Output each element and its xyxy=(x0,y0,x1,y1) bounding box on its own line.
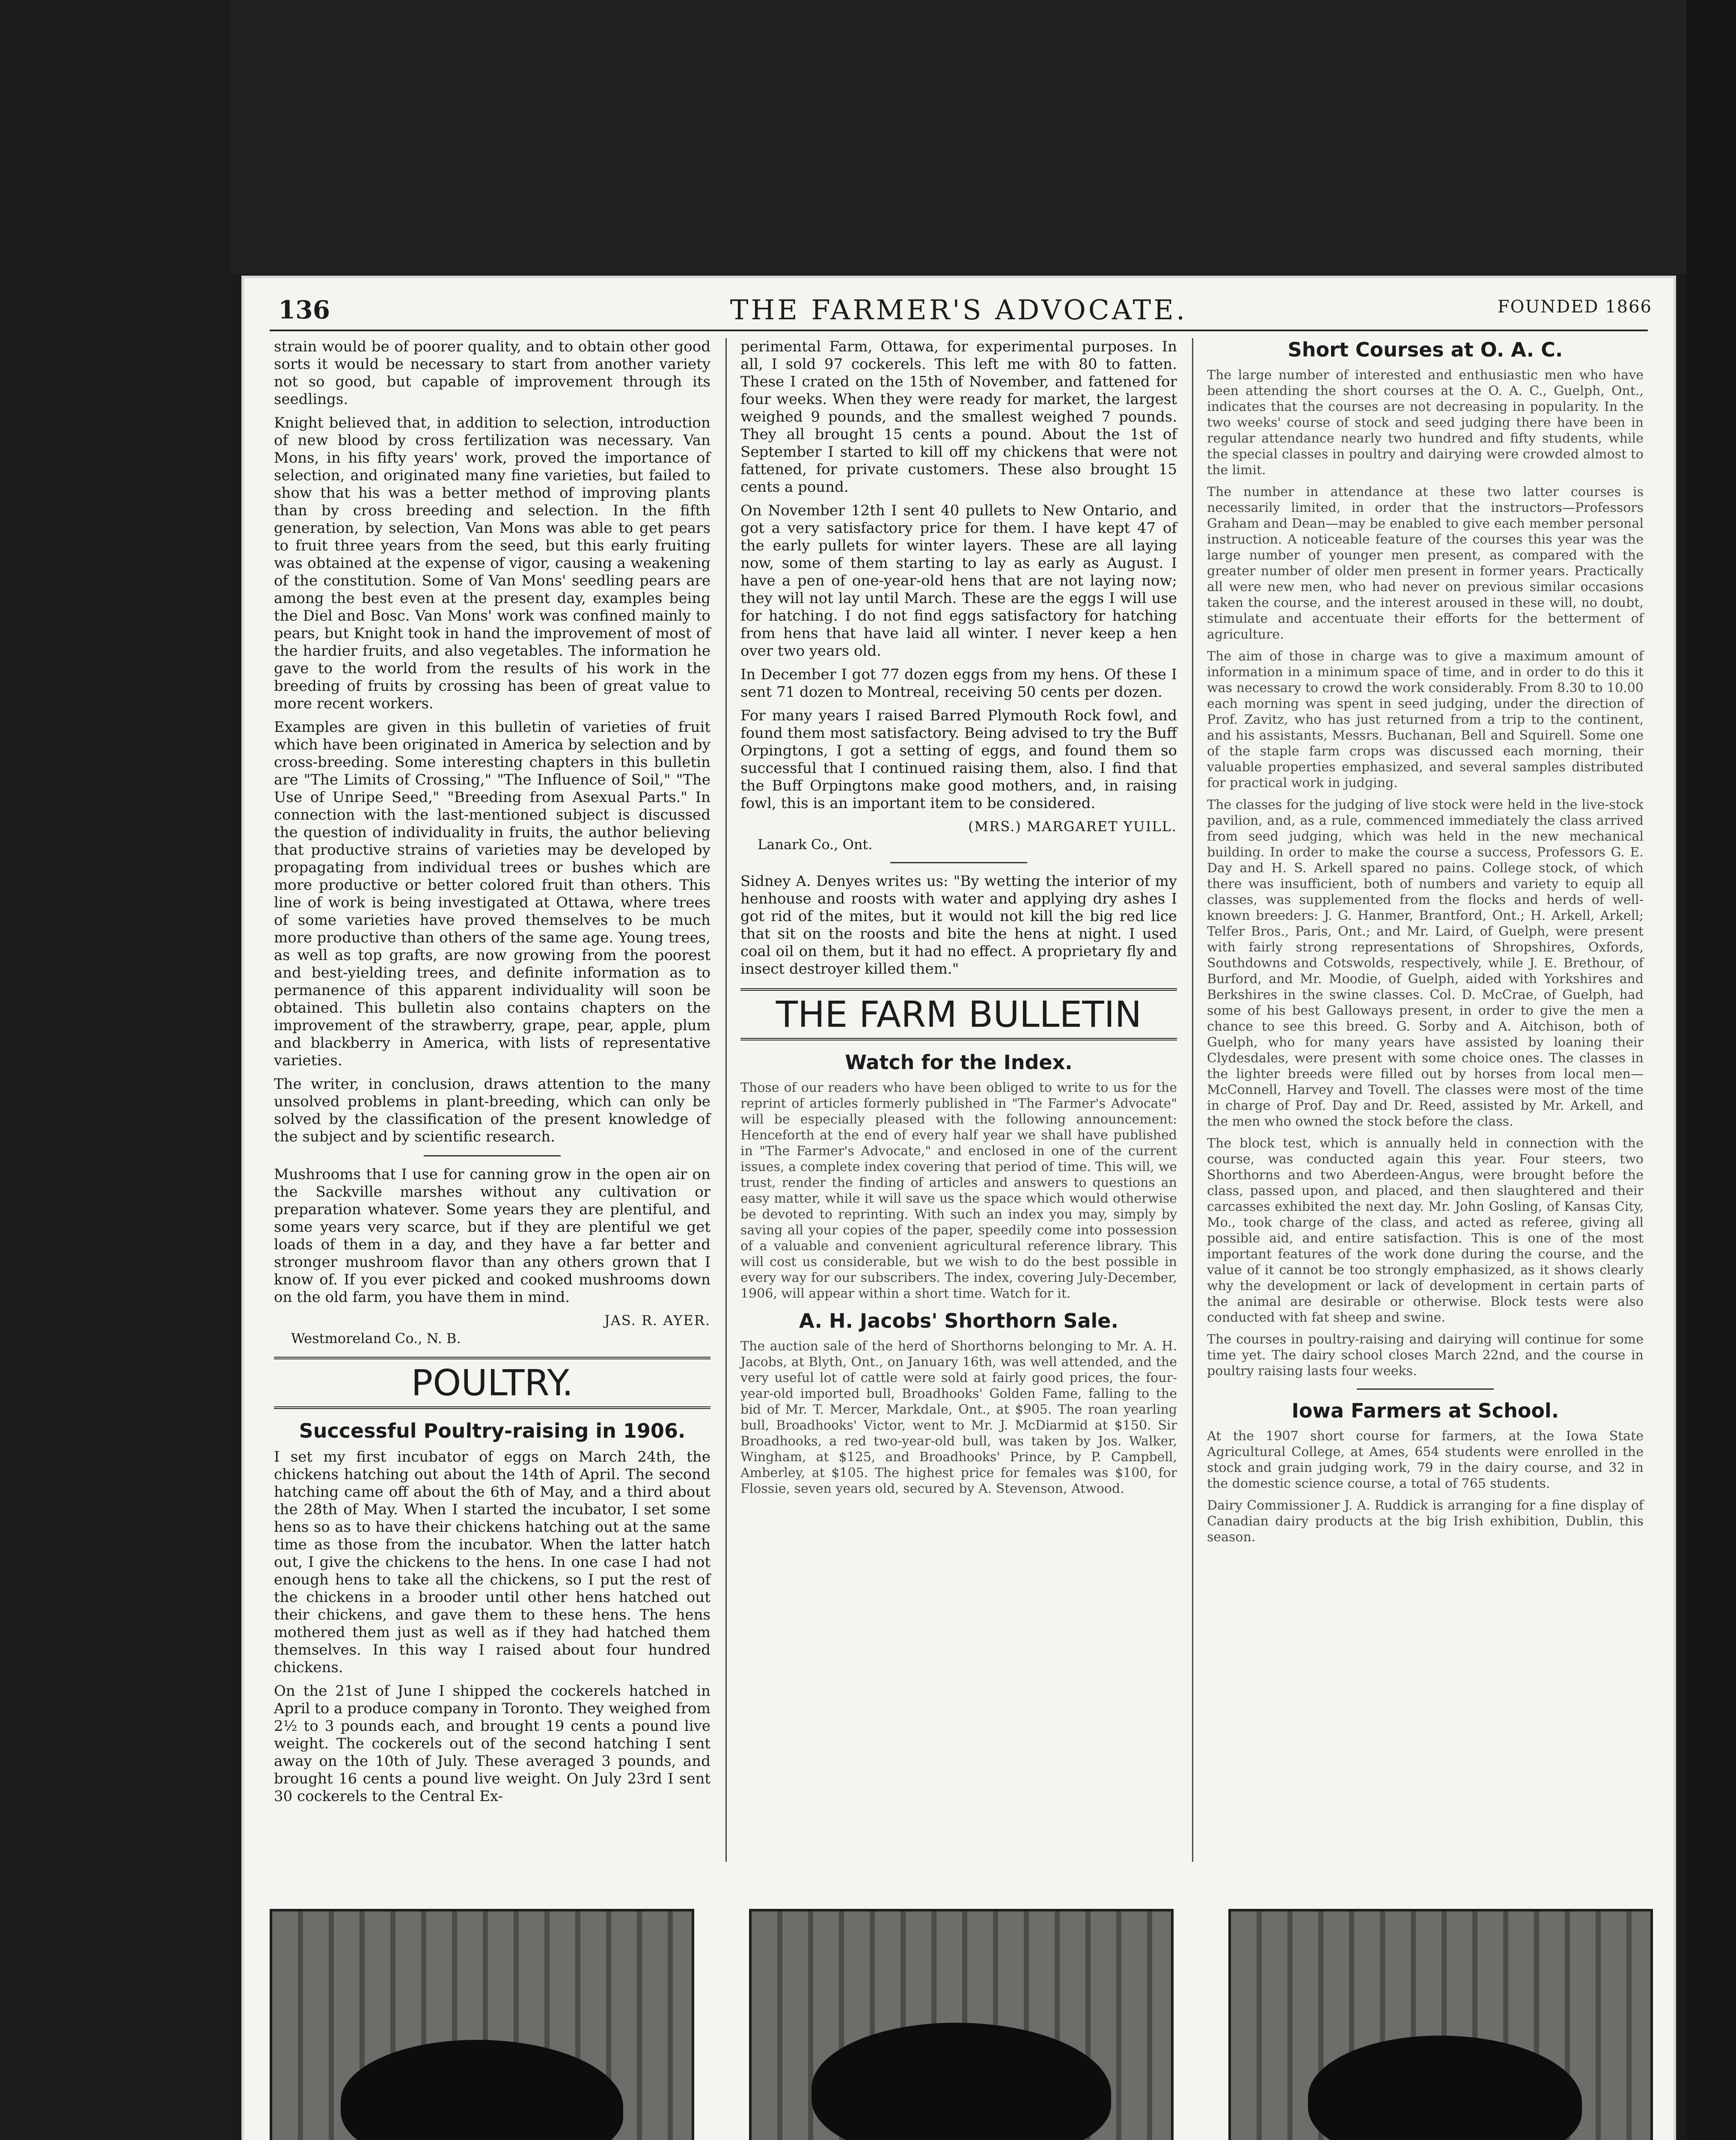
paragraph: The large number of interested and enthusiastic men who have been attending the short courses at the O. A. C., Guelph, Ont., indicates that the courses are not decreasing in popularity. In the two weeks' course of stock and seed judging there have been in regular attendance nearly two hundred and fifty students, while the special classes in poultry and dairying were crowded almost to the limit. xyxy=(1207,368,1644,478)
paragraph: I set my first incubator of eggs on March 24th, the chickens hatching out about the 14th of April. The second hatching came off about the 6th of May, and a third about the 28th of May. When I started the incubator, I set some hens so as to have their chickens hatching out at the same time as those from the incubator. When the latter hatch out, I give the chickens to the hens. In one case I had not enough hens to take all the chickens, so I put the rest of the chickens in a brooder until other hens hatched out their chickens, and gave them to these hens. The hens mothered them just as well as if they had hatched them themselves. In this way I raised about four hundred chickens. xyxy=(274,1448,710,1676)
divider xyxy=(890,862,1027,863)
photo-strip xyxy=(270,1909,1648,2140)
paragraph: In December I got 77 dozen eggs from my hens. Of these I sent 71 dozen to Montreal, receiving 50 cents per dozen. xyxy=(740,666,1177,701)
paragraph: The writer, in conclusion, draws attention to the many unsolved problems in plant-breeding, which can only be solved by the classification of the present knowledge of the subject and by scientific research. xyxy=(274,1076,710,1145)
paragraph: Those of our readers who have been obliged to write to us for the reprint of articles formerly published in "The Farmer's Advocate" will be especially pleased with the following announcement: Henceforth at the end of every half year we shall have published in "The Farmer's Advocate," and enclosed in one of the current issues, a complete index covering that period of time. This will, we trust, render the finding of articles and answers to questions an easy matter, while it will save us the space which would otherwise be devoted to reprinting. With such an index you may, simply by saving all your copies of the paper, speedily come into possession of a valuable and convenient agricultural reference library. This will cost us considerable, but we wish to do the best possible in every way for our subscribers. The index, covering July-December, 1906, will appear within a short time. Watch for it. xyxy=(740,1080,1177,1301)
paragraph: The block test, which is annually held in connection with the course, was conducted again this year. Four steers, two Shorthorns and two Aberdeen-Angus, were brought before the class, passed upon, and placed, and then slaughtered and their carcasses exhibited the next day. Mr. John Gosling, of Kansas City, Mo., took charge of the class, and acted as referee, giving all possible aid, and entire satisfaction. This is one of the most important features of the work done during the course, and the value of it cannot be too strongly emphasized, as it shows clearly why the development or lack of development in certain parts of the animal are desirable or otherwise. Block tests were also conducted with fat sheep and swine. xyxy=(1207,1136,1644,1325)
film-border-left xyxy=(0,0,231,2140)
divider xyxy=(424,1155,561,1156)
paragraph: The courses in poultry-raising and dairying will continue for some time yet. The dairy school closes March 22nd, and the course in poultry raising lasts four weeks. xyxy=(1207,1332,1644,1379)
place-line: Westmoreland Co., N. B. xyxy=(291,1330,461,1346)
place-line: Lanark Co., Ont. xyxy=(758,836,873,853)
paragraph: For many years I raised Barred Plymouth Rock fowl, and found them most satisfactory. Being advised to try the Buff Orpingtons, I got a setting of eggs, and found them so successful that I continued raising them, also. I find that the Buff Orpingtons make good mothers, and, in raising fowl, this is an important item to be considered. xyxy=(740,707,1177,812)
article-headline: Successful Poultry-raising in 1906. xyxy=(299,1419,686,1442)
paragraph: On the 21st of June I shipped the cockerels hatched in April to a produce company in Toronto. They weighed from 2½ to 3 pounds each, and brought 19 cents a pound live weight. The cockerels out of the second hatching I sent away on the 10th of July. These averaged 3 pounds, and brought 16 cents a pound live weight. On July 23rd I sent 30 cockerels to the Central Ex- xyxy=(274,1682,710,1805)
column-2 xyxy=(740,338,1177,1503)
paragraph: On November 12th I sent 40 pullets to New Ontario, and got a very satisfactory price for them. I have kept 47 of the early pullets for winter layers. These are all laying now, some of them starting to lay as early as August. I have a pen of one-year-old hens that are not laying now; they will not lay until March. These are the eggs I will use for hatching. I do not find eggs satisfactory for hatching from hens that have laid all winter. I never keep a hen over two years old. xyxy=(740,502,1177,660)
section-heading-farm-bulletin: THE FARM BULLETIN xyxy=(740,988,1177,1040)
column-1 xyxy=(274,338,710,1811)
paragraph: At the 1907 short course for farmers, at the Iowa State Agricultural College, at Ames, 654 students were enrolled in the stock and grain judging work, 79 in the dairy course, and 32 in the domestic science course, a total of 765 students. xyxy=(1207,1429,1644,1491)
paragraph: Knight believed that, in addition to selection, introduction of new blood by cross fertilization was necessary. Van Mons, in his fifty years' work, proved the importance of selection, and originated many fine varieties, but failed to show that his was a better method of improving plants than by cross breeding and selection. In the fifth generation, by selection, Van Mons was able to get pears to fruit three years from the seed, but this early fruiting was obtained at the expense of vigor, causing a weakening of the constitution. Some of Van Mons' seedling pears are among the best even at the present day, examples being the Diel and Bosc. Van Mons' work was confined mainly to pears, but Knight took in hand the improvement of most of the hardier fruits, and also vegetables. The information he gave to the world from the results of his work in the breeding of fruits by crossing has been of great value to more recent workers. xyxy=(274,414,710,712)
founded-label: FOUNDED 1866 xyxy=(1497,297,1652,317)
pig-photo xyxy=(270,1909,694,2140)
paragraph: strain would be of poorer quality, and to obtain other good sorts it would be necessary to start from another variety not so good, but capable of improvement through its seedlings. xyxy=(274,338,710,408)
signature: JAS. R. AYER. xyxy=(604,1312,710,1329)
pig-photo xyxy=(749,1909,1174,2140)
header-rule xyxy=(270,330,1648,331)
signature: (MRS.) MARGARET YUILL. xyxy=(968,818,1177,835)
film-border-top xyxy=(0,0,1736,274)
divider xyxy=(1357,1388,1494,1390)
article-headline: A. H. Jacobs' Shorthorn Sale. xyxy=(799,1309,1118,1332)
page-header xyxy=(244,291,1674,330)
column-rule xyxy=(1192,338,1193,1862)
paragraph: Dairy Commissioner J. A. Ruddick is arranging for a fine display of Canadian dairy products at the big Irish exhibition, Dublin, this season. xyxy=(1207,1498,1644,1545)
paragraph: The number in attendance at these two latter courses is necessarily limited, in order that the instructors—Professors Graham and Dean—may be enabled to give each member personal instruction. A noticeable feature of the courses this year was the large number of younger men present, as compared with the greater number of older men present in former years. Practically all were new men, who had never on previous similar occasions taken the course, and the interest aroused in these will, no doubt, stimulate and accentuate their efforts for the betterment of agriculture. xyxy=(1207,484,1644,642)
film-border-right xyxy=(1686,0,1736,2140)
newspaper-page xyxy=(244,278,1674,2140)
section-heading-poultry: POULTRY. xyxy=(274,1357,710,1409)
masthead: THE FARMER'S ADVOCATE. xyxy=(730,294,1188,326)
paragraph: The classes for the judging of live stock were held in the live-stock pavilion, and, as a rule, commenced immediately the class arrived from seed judging, which was held in the new mechanical building. In order to make the course a success, Professors G. E. Day and H. S. Arkell spared no pains. College stock, of which there was insufficient, both of numbers and variety to equip all classes, was supplemented from the flocks and herds of well-known breeders: J. G. Hanmer, Brantford, Ont.; H. Arkell, Arkell; Telfer Bros., Paris, Ont.; and Mr. Laird, of Guelph, were present with fairly strong representations of Shropshires, Oxfords, Southdowns and Cotswolds, respectively, while J. E. Brethour, of Burford, and Mr. Moodie, of Guelph, aided with Yorkshires and Berkshires in the swine classes. Col. D. McCrae, of Guelph, had some of his best Galloways present, in order to give the men a chance to see this breed. G. Sorby and A. Aitchison, both of Guelph, who for many years have assisted by loaning their Clydesdales, were present with some choice ones. The classes in the lighter breeds were filled out by horses from local men—McConnell, Harvey and Tovell. The classes were most of the time in charge of Prof. Day and Dr. Reed, assisted by Mr. Arkell, and the men who owned the stock before the class. xyxy=(1207,797,1644,1129)
article-headline: Iowa Farmers at School. xyxy=(1291,1399,1559,1422)
paragraph: The auction sale of the herd of Shorthorns belonging to Mr. A. H. Jacobs, at Blyth, Ont., on January 16th, was well attended, and the very useful lot of cattle were sold at fairly good prices, the four-year-old imported bull, Broadhooks' Golden Fame, falling to the bid of Mr. T. Mercer, Markdale, Ont., at $905. The roan yearling bull, Broadhooks' Victor, went to Mr. J. McDiarmid at $150. Sir Broadhooks, a red two-year-old bull, was taken by Jos. Walker, Wingham, at $125, and Broadhooks' Prince, by P. Campbell, Amberley, at $105. The highest price for females was $100, for Flossie, seven years old, secured by A. Stevenson, Atwood. xyxy=(740,1339,1177,1496)
paragraph: The aim of those in charge was to give a maximum amount of information in a minimum space of time, and in order to do this it was necessary to crowd the work considerably. From 8.30 to 10.00 each morning was spent in seed judging, under the direction of Prof. Zavitz, who has just returned from a trip to the continent, and his assistants, Messrs. Buchanan, Bell and Squirell. Some one of the staple farm crops was discussed each morning, their valuable properties emphasized, and several samples distributed for practical work in judging. xyxy=(1207,649,1644,791)
column-3 xyxy=(1207,338,1644,1551)
paragraph: perimental Farm, Ottawa, for experimental purposes. In all, I sold 97 cockerels. This left me with 80 to fatten. These I crated on the 15th of November, and fattened for four weeks. When they were ready for market, the largest weighed 9 pounds, and the smallest weighed 7 pounds. They all brought 15 cents a pound. About the 1st of September I started to kill off my chickens that were not fattened, for private customers. These also brought 15 cents a pound. xyxy=(740,338,1177,496)
column-rule xyxy=(725,338,727,1862)
paragraph: Sidney A. Denyes writes us: "By wetting the interior of my henhouse and roosts with water and applying dry ashes I got rid of the mites, but it would not kill the big red lice that sit on the roosts and bite the hens at night. I used coal oil on them, but it had no effect. A proprietary fly and insect destroyer killed them." xyxy=(740,873,1177,978)
article-headline: Watch for the Index. xyxy=(845,1051,1073,1074)
paragraph: Mushrooms that I use for canning grow in the open air on the Sackville marshes without any cultivation or preparation whatever. Some years they are plentiful, and some years very scarce, but if they are plentiful we get loads of them in a day, and they have a far better and stronger mushroom flavor than any others grown that I know of. If you ever picked and cooked mushrooms down on the old farm, you have them in mind. xyxy=(274,1166,710,1306)
paragraph: Examples are given in this bulletin of varieties of fruit which have been originated in America by selection and by cross-breeding. Some interesting chapters in this bulletin are "The Limits of Crossing," "The Influence of Soil," "The Use of Unripe Seed," "Breeding from Asexual Parts." In connection with the last-mentioned subject is discussed the question of individuality in fruits, the author believing that productive strains of varieties may be developed by propagating from individual trees or bushes which are more productive or better colored fruit than others. This line of work is being investigated at Ottawa, where trees of some varieties have proved themselves to be much more productive than others of the same age. Young trees, as well as top grafts, are now growing from the poorest and best-yielding trees, and definite information as to permanence of this apparent individuality will soon be obtained. This bulletin also contains chapters on the improvement of the strawberry, grape, pear, apple, plum and blackberry in America, with lists of representative varieties. xyxy=(274,719,710,1069)
article-headline: Short Courses at O. A. C. xyxy=(1287,338,1563,361)
page-number: 136 xyxy=(278,295,330,324)
pig-photo xyxy=(1228,1909,1653,2140)
